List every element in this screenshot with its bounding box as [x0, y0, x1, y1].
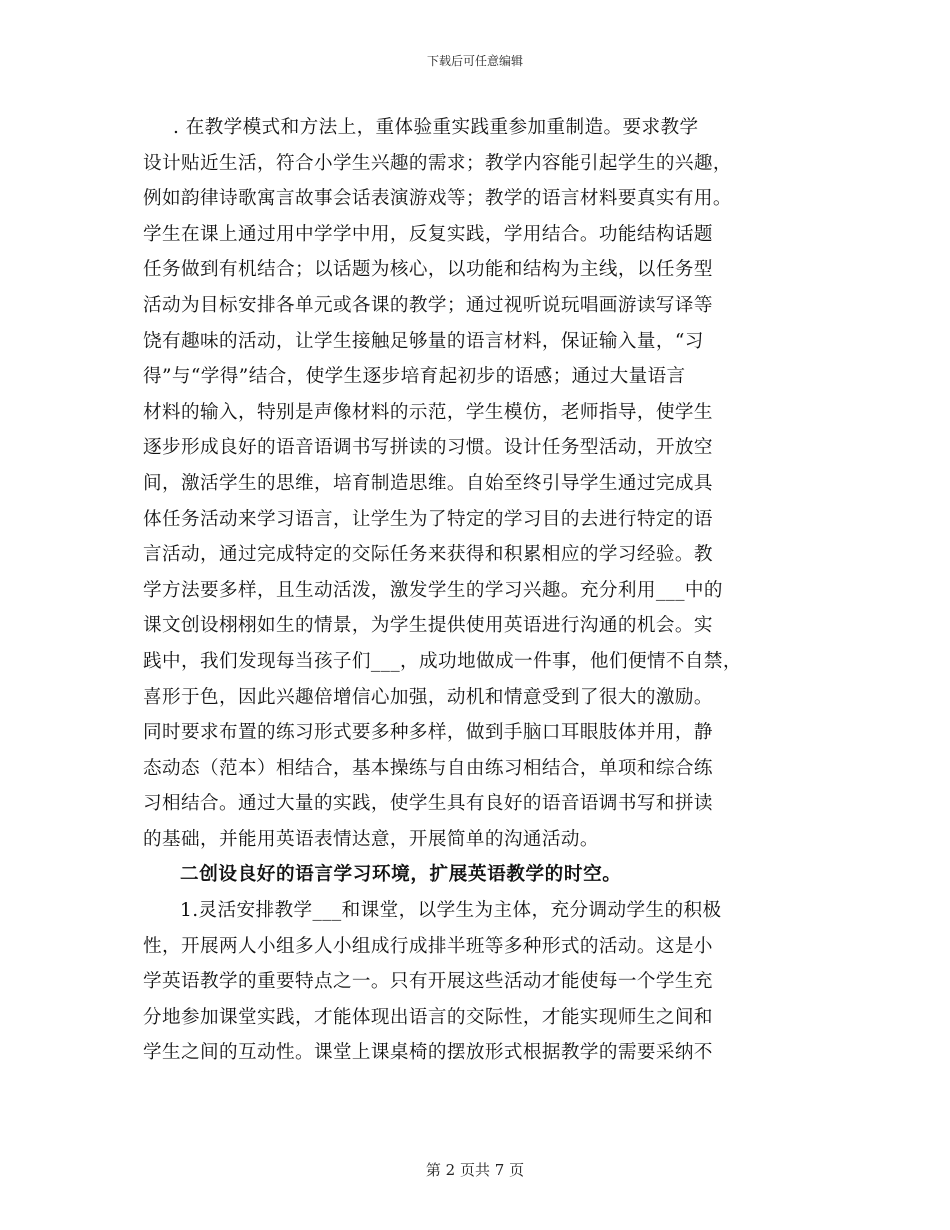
paragraph-line: 态动态（范本）相结合，基本操练与自由练习相结合，单项和综合练 [143, 757, 713, 779]
paragraph-line: 习相结合。通过大量的实践，使学生具有良好的语音语调书写和拼读 [143, 793, 713, 815]
paragraph-line: 同时要求布置的练习形式要多种多样，做到手脑口耳眼肢体并用，静 [143, 722, 713, 744]
paragraph-line: 设计贴近生活，符合小学生兴趣的需求；教学内容能引起学生的兴趣， [143, 152, 732, 174]
paragraph-line: 得”与“学得”结合，使学生逐步培育起初步的语感；通过大量语言 [143, 366, 686, 388]
paragraph-line: 言活动，通过完成特定的交际任务来获得和积累相应的学习经验。教 [143, 544, 713, 566]
section-heading: 二创设良好的语言学习环境，扩展英语教学的时空。 [180, 864, 622, 886]
paragraph-line: 分地参加课堂实践，才能体现出语言的交际性，才能实现师生之间和 [143, 1006, 713, 1028]
paragraph-line: 体任务活动来学习语言，让学生为了特定的学习目的去进行特定的语 [143, 508, 713, 530]
paragraph-line: 例如韵律诗歌寓言故事会话表演游戏等；教学的语言材料要真实有用。 [143, 188, 732, 210]
document-body [143, 110, 823, 1071]
paragraph-line: . 在教学模式和方法上，重体验重实践重参加重制造。要求教学 [173, 117, 699, 138]
paragraph-line: 学方法要多样，且生动活泼，激发学生的学习兴趣。充分利用___中的 [143, 579, 723, 601]
paragraph-line: 饶有趣味的活动，让学生接触足够量的语言材料，保证输入量，“习 [143, 330, 704, 352]
paragraph-line: 任务做到有机结合；以话题为核心，以功能和结构为主线，以任务型 [143, 259, 713, 281]
page-header: 下载后可任意编辑 [426, 54, 523, 68]
paragraph-line: 课文创设栩栩如生的情景，为学生提供使用英语进行沟通的机会。实 [143, 615, 713, 637]
page-footer: 第 2 页共 7 页 [425, 1161, 525, 1179]
paragraph-line: 材料的输入，特别是声像材料的示范，学生模仿，老师指导，使学生 [143, 401, 713, 423]
paragraph-line: 学英语教学的重要特点之一。只有开展这些活动才能使每一个学生充 [143, 971, 713, 993]
paragraph-line: 间，激活学生的思维，培育制造思维。自始至终引导学生通过完成具 [143, 472, 713, 494]
paragraph-line: 践中，我们发现每当孩子们___，成功地做成一件事，他们便情不自禁， [143, 650, 742, 672]
paragraph-line: 学生在课上通过用中学学中用，反复实践，学用结合。功能结构话题 [143, 223, 713, 245]
paragraph-line: 性，开展两人小组多人小组成行成排半班等多种形式的活动。这是小 [143, 935, 713, 957]
paragraph-line: 学生之间的互动性。课堂上课桌椅的摆放形式根据教学的需要采纳不 [143, 1042, 713, 1064]
paragraph-line: 活动为目标安排各单元或各课的教学；通过视听说玩唱画游读写译等 [143, 294, 713, 316]
paragraph-line: 1.灵活安排教学___和课堂，以学生为主体，充分调动学生的积极 [180, 900, 722, 922]
paragraph-line: 喜形于色，因此兴趣倍增信心加强，动机和情意受到了很大的激励。 [143, 686, 713, 708]
paragraph-line: 的基础，并能用英语表情达意，开展简单的沟通活动。 [143, 828, 599, 850]
paragraph-line: 逐步形成良好的语音语调书写拼读的习惯。设计任务型活动，开放空 [143, 437, 713, 459]
